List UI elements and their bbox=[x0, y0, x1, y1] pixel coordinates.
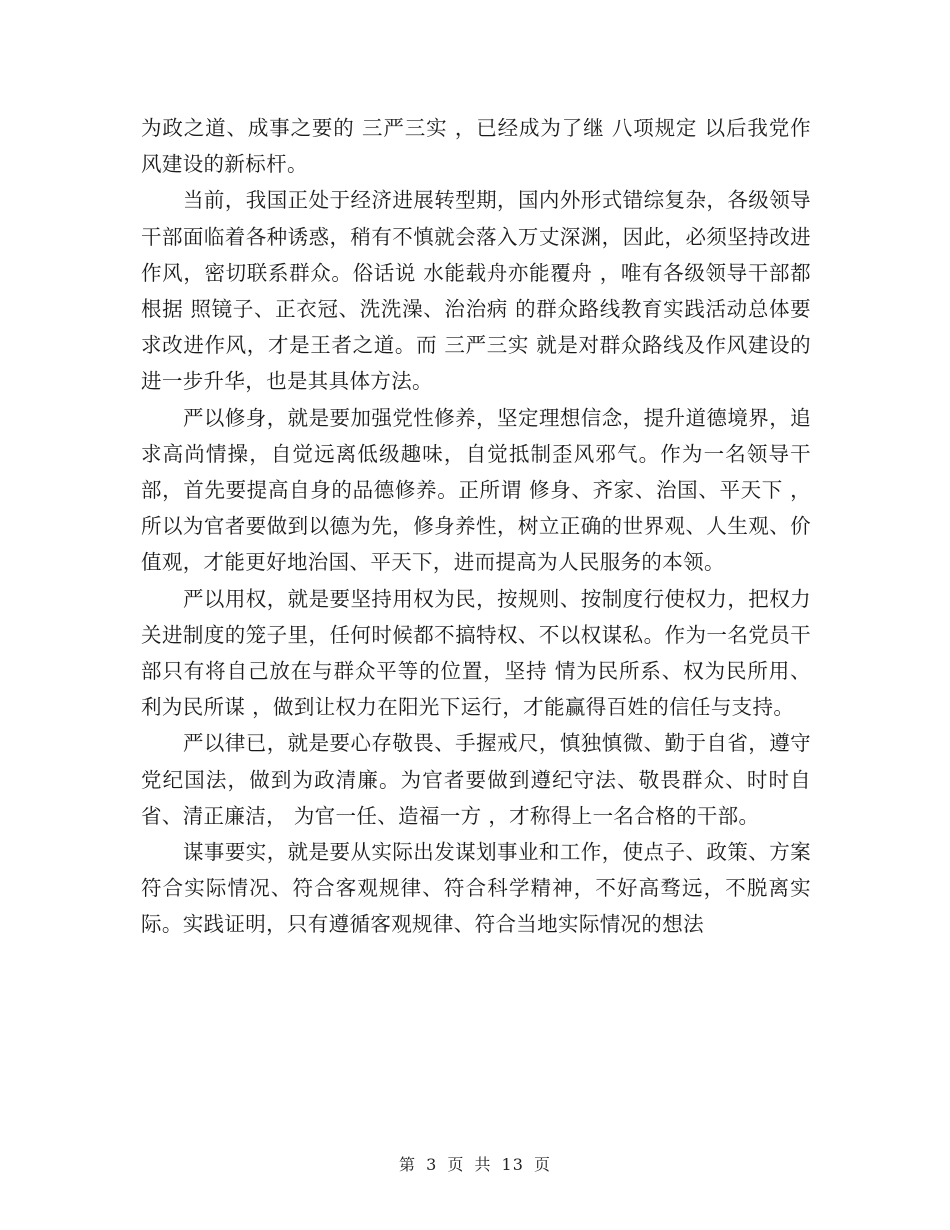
paragraph-self-cultivation: 严以修身，就是要加强党性修养，坚定理想信念，提升道德境界，追求高尚情操，自觉远离低级趣味，自觉抵制歪风邪气。作为一名领导干部，首先要提高自身的品德修养。正所谓 修身、齐家、治国、平天下 ，所以为官者要做到以德为先，修身养性，树立正确的世界观、人生观、价值观，才能更好地治国、平天下，进而提高为人民服务的本领。 bbox=[141, 405, 811, 575]
page-number-footer: 第 3 页 共 13 页 bbox=[399, 1155, 551, 1174]
paragraph-self-discipline: 严以律已，就是要心存敬畏、手握戒尺，慎独慎微、勤于自省，遵守党纪国法，做到为政清廉。为官者要做到遵纪守法、敬畏群众、时时自省、清正廉洁， 为官一任、造福一方 ，才称得上一名合格的干部。 bbox=[141, 731, 811, 828]
paragraph-practical-planning: 谋事要实，就是要从实际出发谋划事业和工作，使点子、政策、方案符合实际情况、符合客观规律、符合科学精神，不好高骛远，不脱离实际。实践证明，只有遵循客观规律、符合当地实际情况的想法 bbox=[141, 840, 811, 937]
paragraph-continuation: 为政之道、成事之要的 三严三实 ，已经成为了继 八项规定 以后我党作风建设的新标杆。 bbox=[141, 116, 811, 177]
body-text bbox=[141, 110, 811, 943]
paragraph-current-situation: 当前，我国正处于经济进展转型期，国内外形式错综复杂，各级领导干部面临着各种诱惑，稍有不慎就会落入万丈深渊，因此，必须坚持改进作风，密切联系群众。俗话说 水能载舟亦能覆舟 ，唯有各级领导干部都根据 照镜子、正衣冠、洗洗澡、治治病 的群众路线教育实践活动总体要求改进作风，才是王者之道。而 三严三实 就是对群众路线及作风建设的进一步升华，也是其具体方法。 bbox=[141, 188, 811, 394]
paragraph-use-of-power: 严以用权，就是要坚持用权为民，按规则、按制度行使权力，把权力关进制度的笼子里，任何时候都不搞特权、不以权谋私。作为一名党员干部只有将自己放在与群众平等的位置，坚持 情为民所系、权为民所用、利为民所谋 ，做到让权力在阳光下运行，才能赢得百姓的信任与支持。 bbox=[141, 586, 811, 720]
